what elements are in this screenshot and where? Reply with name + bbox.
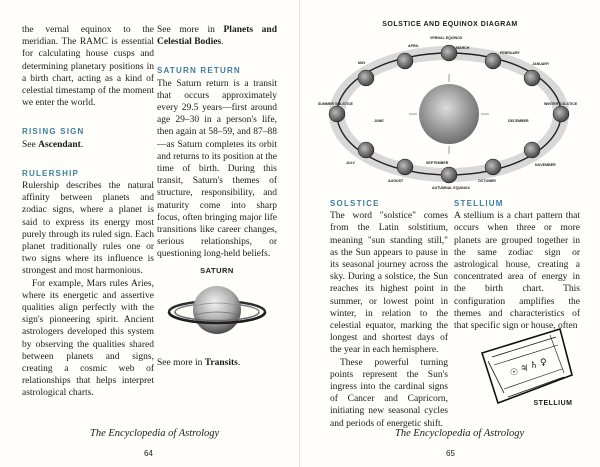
sun-glyph-icon: ☉	[510, 368, 519, 378]
saturn-illustration	[167, 278, 267, 344]
label-june: JUNE	[374, 119, 384, 123]
rulership-paragraph-1: Rulership describes the natural affinity between planets and zodiac signs, where a planet is said to express its energy most purely through its ruled sign. Each planet traditionally rules one or two signs where its influence is strongest and most harmonious.	[22, 181, 154, 277]
solstice-heading: SOLSTICE	[330, 199, 380, 208]
rising-sign-text: See Ascendant.	[22, 139, 84, 150]
label-summer: SUMMER SOLSTICE	[318, 102, 353, 106]
saturn-return-heading: SATURN RETURN	[157, 66, 241, 76]
saturn-glyph-icon: ♄	[530, 361, 539, 371]
see-more-transits: See more in Transits.	[157, 358, 241, 368]
label-october: OCTOBER	[478, 179, 496, 183]
stellium-heading: STELLIUM	[454, 199, 504, 208]
left-column-1	[22, 24, 154, 400]
rulership-heading: RULERSHIP	[22, 168, 80, 178]
see-more-planets: See more in Planets and Celestial Bodies.	[157, 25, 277, 48]
label-may: MAY	[358, 61, 366, 65]
jupiter-glyph-icon: ♃	[520, 364, 529, 374]
stellium-caption: STELLIUM	[533, 400, 573, 407]
label-winter: WINTER SOLSTICE	[544, 102, 578, 106]
stellium-illustration	[468, 323, 580, 409]
earth-icon-may	[358, 70, 374, 86]
earth-icon-winter	[553, 106, 569, 122]
earth-icon-january	[524, 70, 540, 86]
sun-icon	[419, 84, 479, 144]
venus-glyph-icon: ♀	[540, 358, 547, 368]
label-february: FEBRUARY	[500, 51, 520, 55]
earth-icon-july	[358, 142, 374, 158]
label-july: JULY	[346, 161, 355, 165]
ascendant-link[interactable]: Ascendant	[38, 139, 81, 150]
saturn-planet	[193, 286, 241, 334]
label-march: MARCH	[456, 46, 470, 50]
label-april: APRIL	[408, 44, 419, 48]
label-august: AUGUST	[388, 179, 404, 183]
earth-icon-september	[441, 167, 457, 183]
label-january: JANUARY	[532, 62, 550, 66]
intro-paragraph: the vernal equinox to the meridian. The RAMC is essential for calculating house cusps and determining planetary positions in a birth chart, acting as a kind of celestial timestamp of the moment we enter the world.	[22, 25, 154, 109]
stellium-paragraph: A stellium is a chart pattern that occurs when three or more planets are grouped together in the same zodiac sign or astrological house, creating a concentrated area of energy in the birth chart. This configuration amplifies the themes and characteristics of that specific sign or house, often	[454, 211, 580, 332]
label-september: SEPTEMBER	[426, 161, 449, 165]
earth-icon-march	[441, 45, 457, 61]
earth-icon-april	[397, 53, 413, 69]
left-footer-title: The Encyclopedia of Astrology	[90, 428, 220, 439]
label-autumnal: AUTUMNAL EQUINOX	[432, 186, 470, 190]
earth-icon-august	[397, 159, 413, 175]
left-column-2	[157, 24, 277, 261]
earth-icon-summer	[329, 106, 345, 122]
left-page-number: 64	[144, 449, 153, 458]
diagram-title: SOLSTICE AND EQUINOX DIAGRAM	[382, 21, 518, 28]
saturn-return-paragraph: The Saturn return is a transit that occurs approximately every 29.5 years—first around age 29–30 in a person's life, then again at 58–59, and 87–88—as Saturn completes its orbit and returns to its position at the time of birth. During this transit, Saturn's themes of structure, responsibility, and maturity come into sharp focus, often bringing major life transitions like career changes, serious relationships, or questioning long-held beliefs.	[157, 78, 277, 260]
rulership-paragraph-2: For example, Mars rules Aries, where its energetic and assertive qualities align perfectly with the sign's pioneering spirit. Ancient astrologers developed this system by observing the qualities shared between planets and signs, creating a cosmic web of relationships that helps interpret astrological charts.	[22, 278, 154, 399]
solstice-paragraph-1: The word "solstice" comes from the Latin solstitium, meaning "sun standing still," as the Sun appears to pause in its seasonal journey across the sky. During a solstice, the Sun reaches its highest point in summer, or lowest point in winter, in relation to the celestial equator, marking the longest and shortest days of the year in each hemisphere.	[330, 211, 448, 356]
planets-link[interactable]: Planets and Celestial Bodies	[157, 25, 277, 48]
label-november: NOVEMBER	[535, 163, 556, 167]
label-vernal: VERNAL EQUINOX	[430, 36, 463, 40]
transits-link[interactable]: Transits	[204, 358, 238, 368]
earth-icon-october	[485, 159, 501, 175]
solstice-equinox-diagram	[318, 32, 580, 192]
label-december: DECEMBER	[508, 119, 529, 123]
stellium-planet-glyphs	[510, 358, 547, 378]
right-page	[300, 0, 600, 467]
saturn-caption: SATURN	[200, 266, 234, 275]
earth-icon-november	[524, 142, 540, 158]
right-column-1	[330, 198, 448, 430]
earth-icon-february	[485, 53, 501, 69]
rising-sign-heading: RISING SIGN	[22, 127, 85, 137]
right-column-2	[454, 198, 580, 332]
right-page-number: 65	[446, 449, 455, 458]
solstice-paragraph-2: These powerful turning points represent the Sun's ingress into the cardinal signs of Cancer and Capricorn, initiating new seasonal cycles and periods of energetic shift.	[330, 357, 448, 429]
right-footer-title: The Encyclopedia of Astrology	[395, 428, 525, 439]
